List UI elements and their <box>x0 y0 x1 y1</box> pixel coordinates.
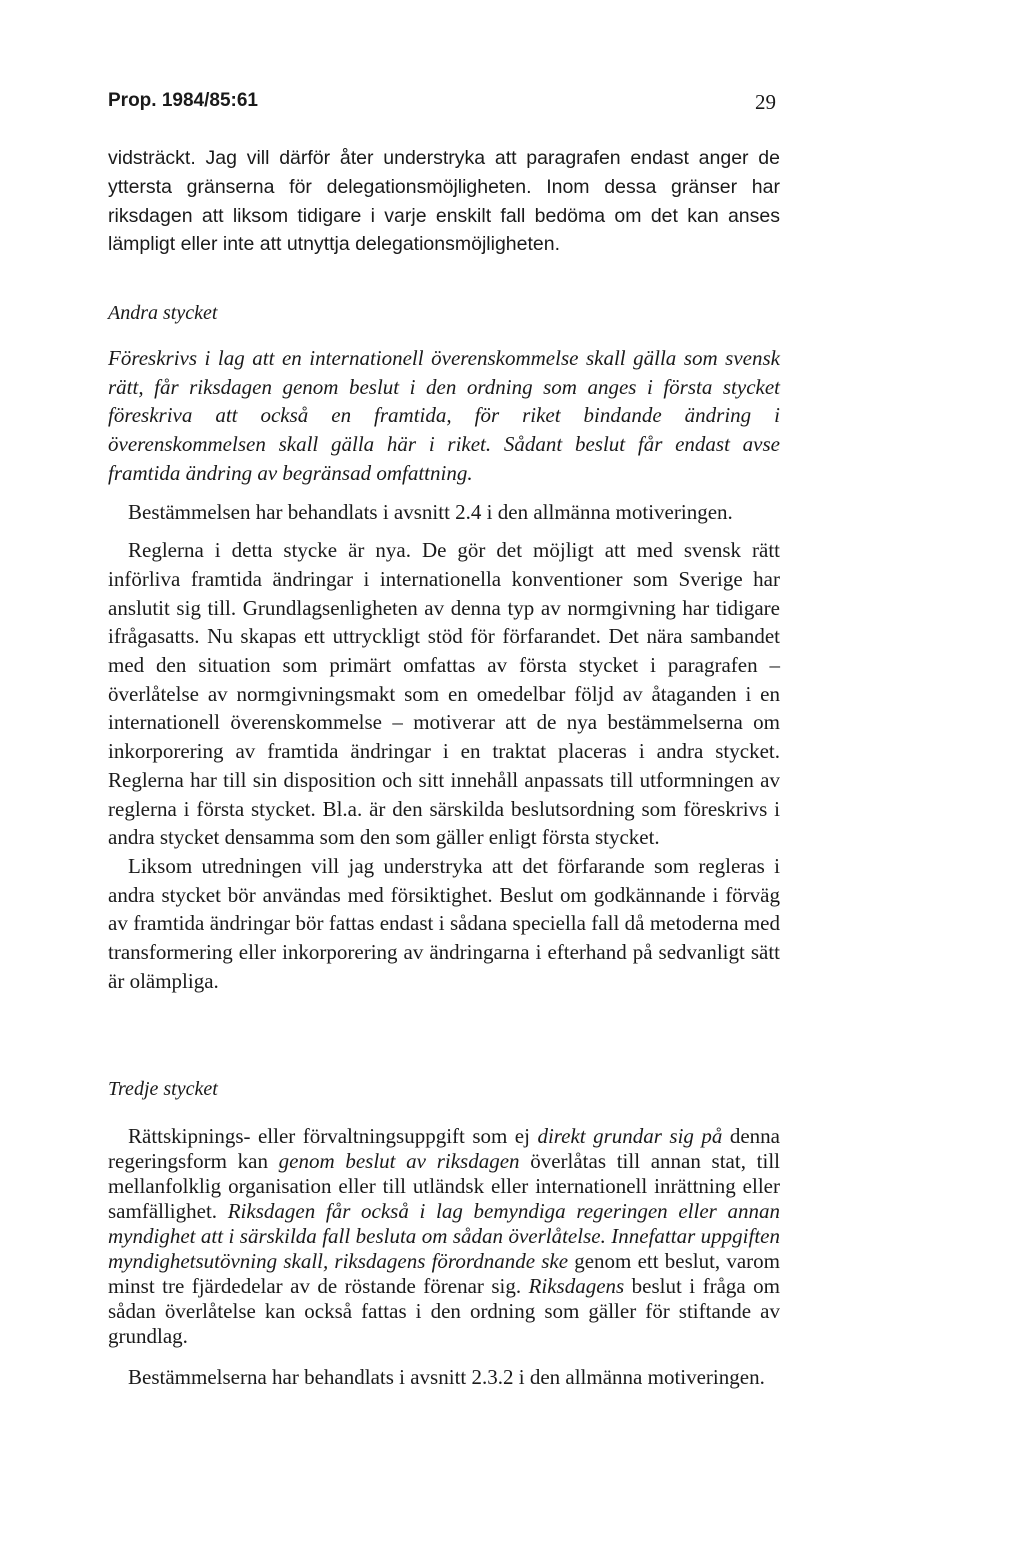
document-id: Prop. 1984/85:61 <box>108 90 258 111</box>
section-heading-andra-stycket: Andra stycket <box>108 302 218 324</box>
law-text-andra-stycket: Föreskrivs i lag att en internationell överenskommelse skall gälla som svensk rätt, får riksdagen genom beslut i den ordning som anges i första stycket föreskriva att också en framtida, för riket bindande ändring i överenskommelsen skall gälla här i riket. Sådant beslut får endast avse framtida ändring av begränsad omfattning. <box>108 346 780 485</box>
law-segment: överlåtas till annan stat, till mellanfolklig organisation eller till utländsk eller internationell inrättning eller samfällighet. <box>108 1149 780 1223</box>
paragraph: Bestämmelserna har behandlats i avsnitt 2.3.2 i den allmänna motiveringen. <box>128 1365 765 1389</box>
intro-paragraph: vidsträckt. Jag vill därför åter understryka att paragrafen endast anger de yttersta gränserna för delegationsmöjligheten. Inom dessa gränser har riksdagen att liksom tidigare i varje enskilt fall bedöma om det kan anses lämpligt eller inte att utnyttja delegationsmöjligheten. <box>108 147 780 256</box>
law-segment-emphasis: Riksdagen får också i lag bemyndiga regeringen eller annan myndighet att i särskilda fall besluta om sådan överlåtelse. Innefattar uppgiften myndighetsutövning skall, riksdagens förordnande ske <box>108 1199 780 1273</box>
section-heading-tredje-stycket: Tredje stycket <box>108 1078 218 1100</box>
paragraph: Reglerna i detta stycke är nya. De gör det möjligt att med svensk rätt införliva framtida ändringar i internationella konventioner som Sverige har anslutit sig till. Grundlagsenligheten av denna typ av normgivning har tidigare ifrågasatts. Nu skapas ett uttryckligt stöd för förfarandet. Det nära sambandet med den situation som primärt omfattas av första stycket i paragrafen – överlåtelse av normgivningsmakt som en omedelbar följd av åtaganden i en internationell överenskommelse – motiverar att de nya bestämmelserna om inkorporering av framtida ändringar i en traktat placeras i andra stycket. Reglerna har till sin disposition och sitt innehåll anpassats till utformningen av reglerna i första stycket. Bl.a. är den särskilda beslutsordning som föreskrivs i andra stycket densamma som den som gäller enligt första stycket. <box>108 538 780 850</box>
law-segment-emphasis: direkt grundar sig på <box>537 1124 723 1148</box>
page-header <box>108 90 776 120</box>
law-segment: beslut i fråga om sådan överlåtelse kan också fattas i den ordning som gäller för stiftande av grundlag. <box>108 1274 780 1348</box>
law-segment-emphasis: Riksdagens <box>528 1274 625 1298</box>
paragraph: Liksom utredningen vill jag understryka att det förfarande som regleras i andra stycket bör användas med försiktighet. Beslut om godkännande i förväg av framtida ändringar bör fattas endast i sådana speciella fall då metoderna med transformering eller inkorporering av ändringarna i efterhand på sedvanligt sätt är olämpliga. <box>108 853 780 993</box>
law-segment: genom ett beslut, varom minst tre fjärdedelar av de röstande förenar sig. <box>108 1249 780 1298</box>
paragraph: Bestämmelsen har behandlats i avsnitt 2.4 i den allmänna motiveringen. <box>128 499 733 524</box>
intro-block <box>108 144 780 259</box>
section-tredje-stycket <box>108 1124 780 1391</box>
law-segment: Rättskipnings- eller förvaltningsuppgift som ej <box>128 1124 538 1148</box>
page-number: 29 <box>755 90 776 114</box>
law-text-tredje-stycket <box>108 1124 780 1349</box>
section-andra-stycket <box>108 344 780 995</box>
law-segment-emphasis: genom beslut av riksdagen <box>278 1149 520 1173</box>
law-segment: denna regeringsform kan <box>108 1124 780 1173</box>
